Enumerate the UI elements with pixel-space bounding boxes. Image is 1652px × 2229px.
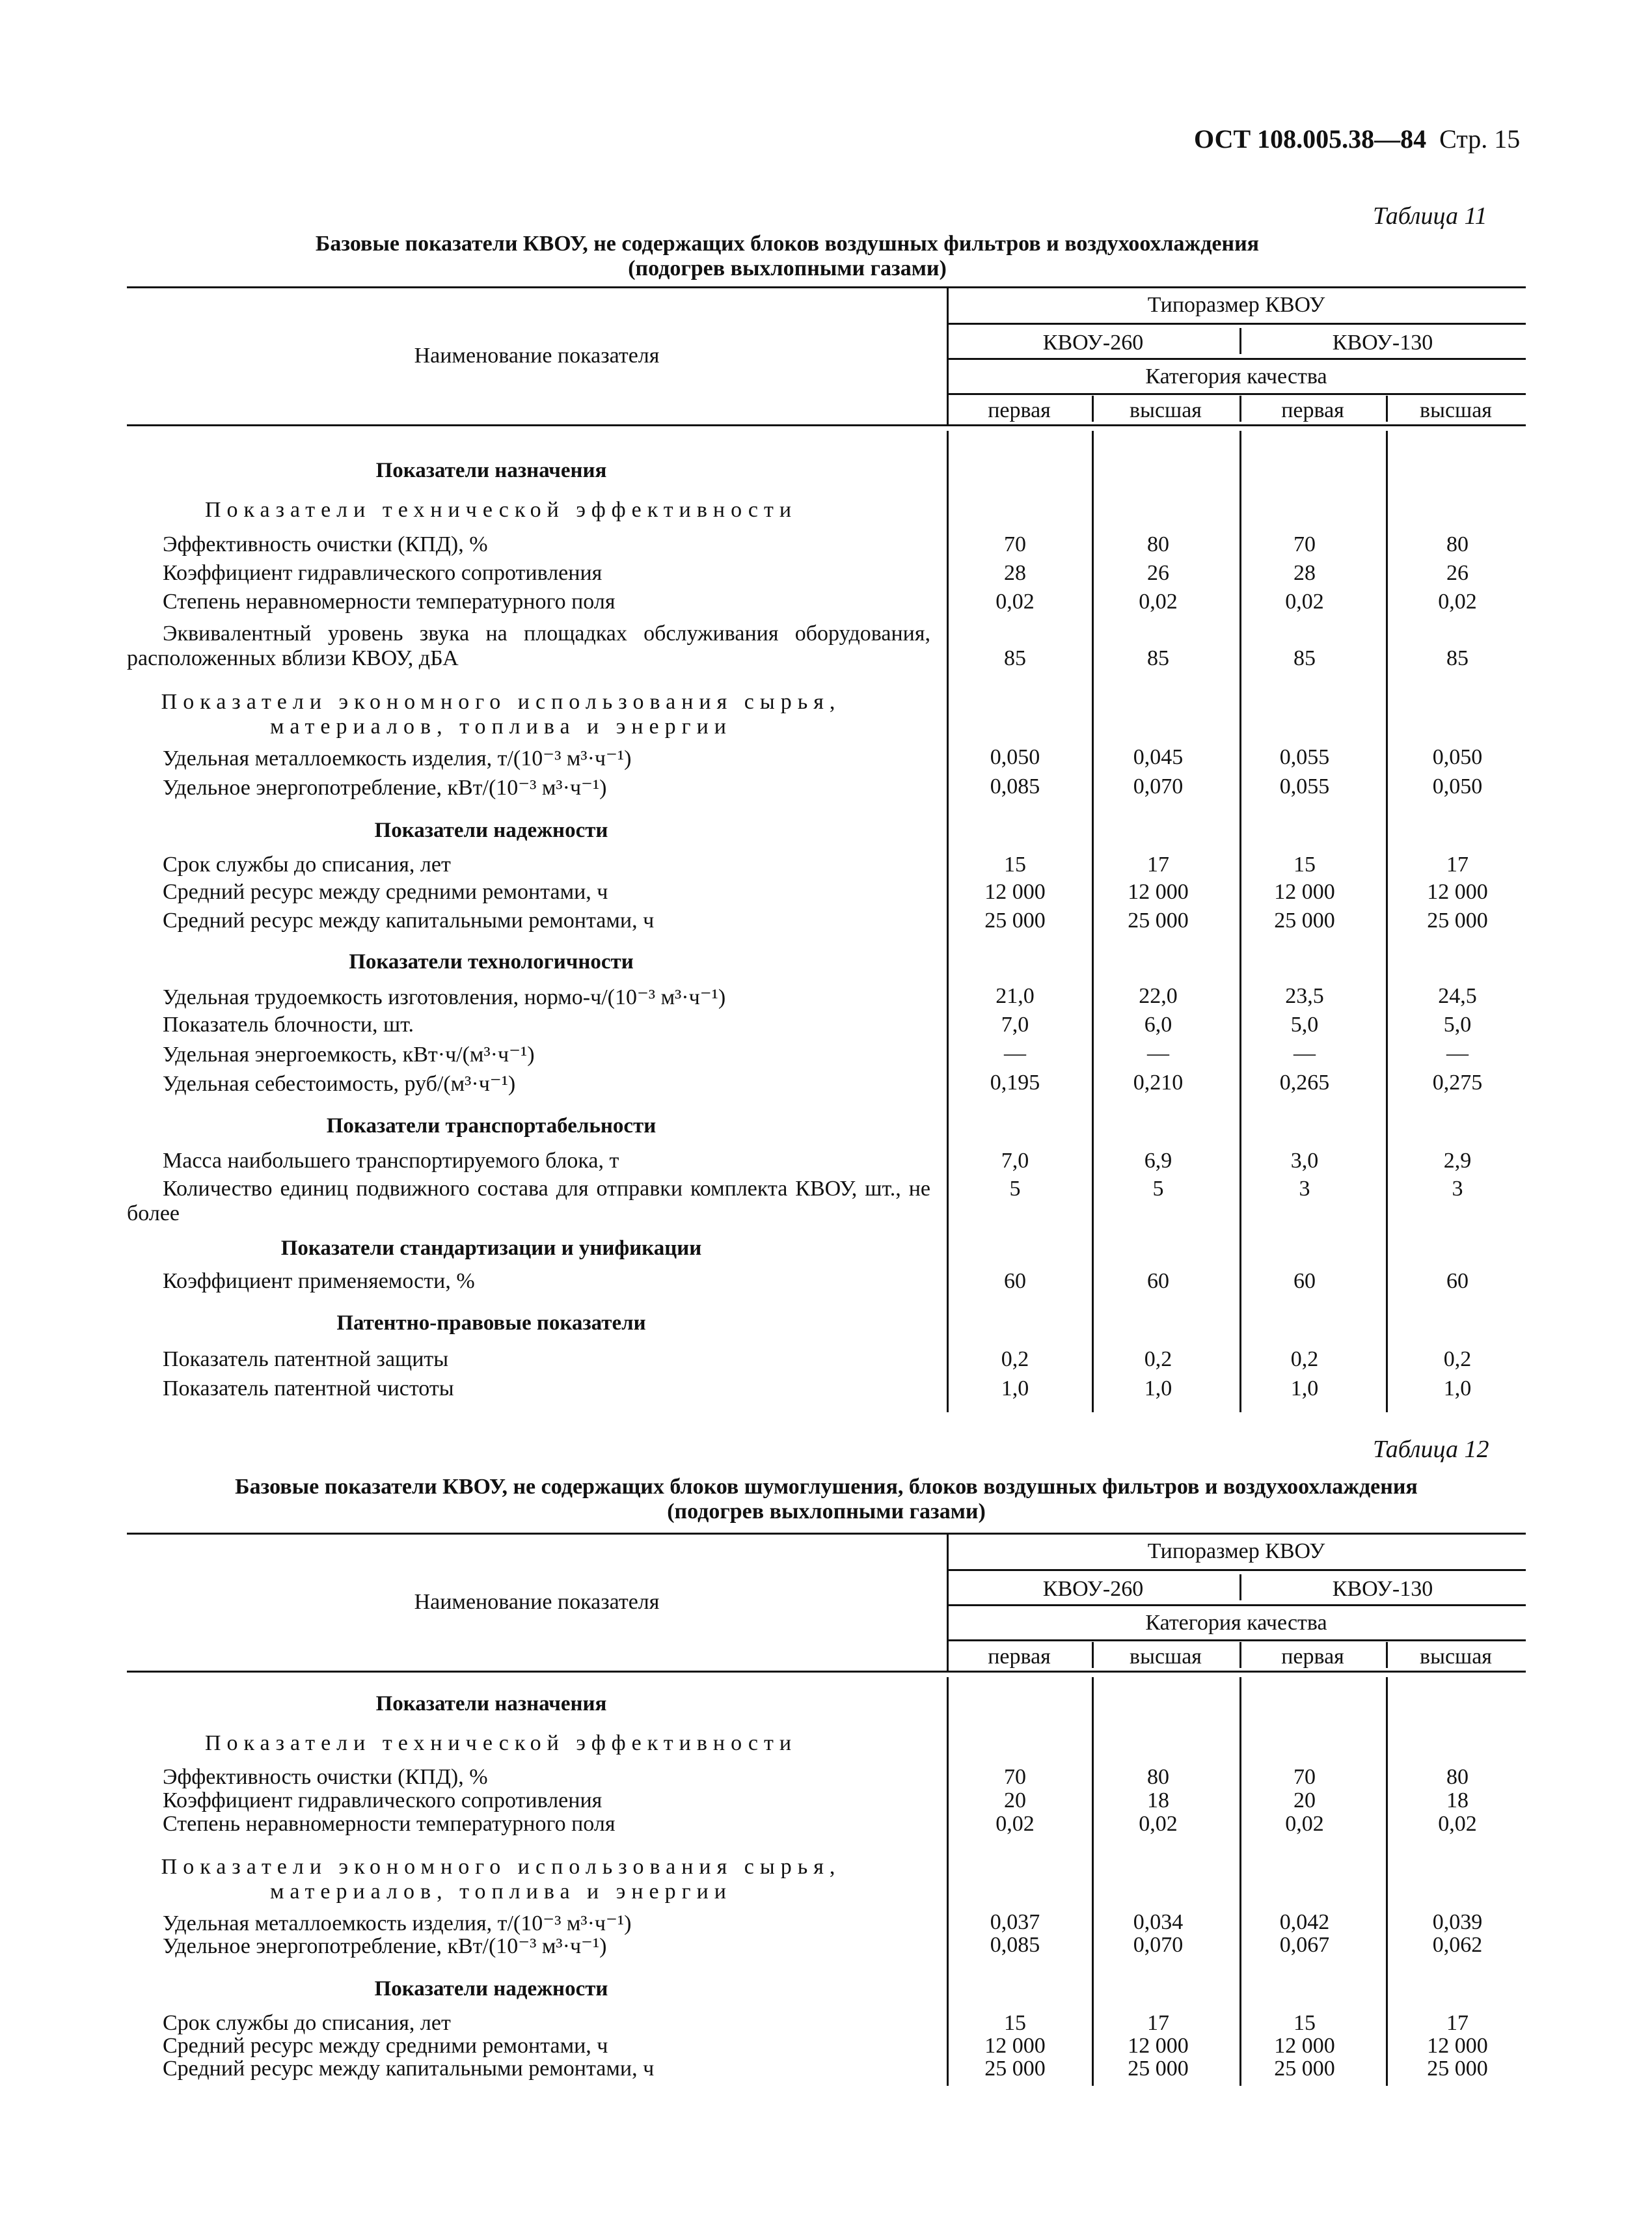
doc-number: ОСТ 108.005.38—84 [1194,124,1427,154]
table11-title-1: Базовые показатели КВОУ, не содержащих блоков воздушных фильтров и воздухоохлаждения [315,232,1260,256]
table11-head-col-2: первая [1281,398,1344,422]
row-value: 25 000 [1427,2057,1488,2081]
row-value: 2,9 [1443,1149,1472,1173]
row-value: 12 000 [984,880,1046,904]
row-value: 0,02 [995,1812,1035,1836]
row-value: 0,070 [1133,1933,1184,1957]
row-label: Коэффициент применяемости, % [163,1269,475,1293]
table11-body-div-3 [1386,431,1388,1412]
table11-head-col-div-3 [1386,396,1388,422]
row-value: 0,02 [1438,590,1477,614]
row-value: 12 000 [1427,2034,1488,2058]
row-value: 0,039 [1432,1910,1483,1934]
table12-head-rule-2 [947,1604,1526,1606]
row-value: 3 [1452,1177,1463,1201]
row-value: 25 000 [1128,909,1189,933]
row-value: 28 [1293,561,1316,585]
row-label: Степень неравномерности температурного поля [163,1812,616,1836]
section-heading: Показатели технологичности [349,950,634,974]
row-value: 20 [1004,1788,1026,1812]
section-heading: Патентно-правовые показатели [336,1311,646,1335]
row-value: 5 [1152,1177,1164,1201]
subsection-heading: Показатели экономного использования сырья, материалов, топлива и энергии [161,1855,841,1904]
row-value: 0,02 [1438,1812,1477,1836]
row-value: 60 [1293,1269,1316,1293]
row-value: 0,02 [1285,1812,1324,1836]
table12-head-type2: КВОУ-130 [1332,1577,1433,1601]
row-value: 15 [1293,2011,1316,2035]
row-value: 0,050 [1432,745,1483,769]
row-value: 5 [1009,1177,1021,1201]
row-value: 0,275 [1432,1071,1483,1095]
row-label: Средний ресурс между средними ремонтами, ч [163,2034,608,2058]
row-value: 70 [1293,532,1316,556]
row-value: 15 [1293,853,1316,877]
section-heading: Показатели назначения [375,459,607,482]
row-value: 85 [1004,646,1026,670]
row-value: 0,2 [1443,1347,1472,1371]
row-value: — [1293,1041,1316,1065]
table11-head-rule-2 [947,358,1526,360]
section-heading: Показатели назначения [375,1692,607,1716]
row-label: Срок службы до списания, лет [163,2011,451,2035]
row-label: Удельное энергопотребление, кВт/(10⁻³ м³·ч⁻¹) [163,1934,607,1958]
row-value: 0,055 [1279,745,1330,769]
row-label: Эквивалентный уровень звука на площадках обслуживания оборудования, расположенных вблизи КВОУ, дБА [127,622,930,670]
row-value: 5,0 [1290,1013,1319,1037]
row-value: — [1004,1041,1026,1065]
row-label: Коэффициент гидравлического сопротивления [163,1788,603,1812]
table11-head-type2: КВОУ-130 [1332,331,1433,355]
subsection-heading: Показатели технической эффективности [204,498,798,522]
table11-caption: Таблица 11 [1373,202,1487,230]
row-value: 0,2 [1001,1347,1029,1371]
section-heading: Показатели стандартизации и унификации [280,1237,702,1260]
table12-head-name: Наименование показателя [414,1590,660,1614]
row-value: 60 [1446,1269,1469,1293]
row-label: Срок службы до списания, лет [163,853,451,877]
row-label: Удельная металлоемкость изделия, т/(10⁻³ м³·ч⁻¹) [163,1911,632,1935]
row-label: Показатель патентной защиты [163,1347,449,1371]
row-value: 23,5 [1285,984,1324,1008]
row-value: 0,050 [1432,774,1483,799]
row-label: Удельная энергоемкость, кВт·ч/(м³·ч⁻¹) [163,1043,535,1067]
row-value: 0,050 [990,745,1040,769]
row-value: 25 000 [1274,2057,1335,2081]
row-value: 25 000 [984,2057,1046,2081]
row-value: 24,5 [1438,984,1477,1008]
row-value: 0,02 [995,590,1035,614]
table12-caption: Таблица 12 [1373,1436,1489,1463]
row-value: 25 000 [1274,909,1335,933]
table12-head-col-div-1 [1092,1642,1094,1668]
table12-head-type-div [1239,1574,1241,1600]
row-value: 20 [1293,1788,1316,1812]
row-value: 25 000 [1128,2057,1189,2081]
row-value: 0,210 [1133,1071,1184,1095]
row-label: Удельное энергопотребление, кВт/(10⁻³ м³·ч⁻¹) [163,776,607,800]
row-value: 1,0 [1290,1376,1319,1401]
table12-head-size: Типоразмер КВОУ [1147,1539,1325,1563]
row-label: Эффективность очистки (КПД), % [163,532,488,556]
table11-head-rule-1 [947,323,1526,325]
row-value: 12 000 [984,2034,1046,2058]
row-value: 85 [1293,646,1316,670]
row-value: 12 000 [1128,2034,1189,2058]
table11-head-col-div-2 [1239,396,1241,422]
table11-rule-top [127,286,1526,288]
row-value: 70 [1293,1765,1316,1789]
row-value: 0,265 [1279,1071,1330,1095]
table11-head-type-div [1239,328,1241,354]
row-value: 7,0 [1001,1013,1029,1037]
row-value: 25 000 [984,909,1046,933]
row-value: 18 [1147,1788,1169,1812]
row-value: 0,042 [1279,1910,1330,1934]
table12-body-div-3 [1386,1677,1388,2086]
table11-head-size: Типоразмер КВОУ [1147,293,1325,317]
table11-head-col-0: первая [988,398,1051,422]
row-value: 70 [1004,532,1026,556]
row-value: 26 [1446,561,1469,585]
row-value: 22,0 [1139,984,1178,1008]
row-value: 17 [1446,853,1469,877]
row-label: Показатель блочности, шт. [163,1013,414,1037]
table12-rule-head-bottom [127,1671,1526,1673]
row-value: 0,2 [1144,1347,1172,1371]
row-value: 28 [1004,561,1026,585]
row-value: 0,062 [1432,1933,1483,1957]
row-value: 0,085 [990,1933,1040,1957]
subsection-heading: Показатели технической эффективности [204,1731,798,1755]
table12-title-2: (подогрев выхлопными газами) [667,1499,986,1524]
row-label: Показатель патентной чистоты [163,1376,454,1401]
table12-head-rule-3 [947,1639,1526,1641]
row-value: 18 [1446,1788,1469,1812]
row-value: 80 [1446,1765,1469,1789]
row-value: 0,085 [990,774,1040,799]
table11-body-div-0 [947,431,949,1412]
table11-head-name: Наименование показателя [414,344,660,368]
row-label: Удельная себестоимость, руб/(м³·ч⁻¹) [163,1072,516,1096]
row-value: 3,0 [1290,1149,1319,1173]
table11-head-col-1: высшая [1130,398,1202,422]
row-value: — [1147,1041,1169,1065]
table11-head-rule-3 [947,393,1526,395]
row-value: 80 [1147,1765,1169,1789]
row-value: 12 000 [1427,880,1488,904]
row-value: 1,0 [1144,1376,1172,1401]
row-value: 12 000 [1128,880,1189,904]
row-value: 21,0 [995,984,1035,1008]
row-label: Удельная трудоемкость изготовления, нормо-ч/(10⁻³ м³·ч⁻¹) [163,985,726,1009]
row-value: 15 [1004,853,1026,877]
row-value: 85 [1446,646,1469,670]
row-value: 25 000 [1427,909,1488,933]
row-label: Степень неравномерности температурного поля [163,590,616,614]
section-heading: Показатели надежности [374,1977,608,2001]
page-header [1194,124,1520,154]
row-value: 0,195 [990,1071,1040,1095]
table12-head-col-0: первая [988,1645,1051,1669]
row-value: 15 [1004,2011,1026,2035]
row-value: 0,034 [1133,1910,1184,1934]
row-value: 60 [1147,1269,1169,1293]
row-label: Средний ресурс между капитальными ремонтами, ч [163,2057,655,2081]
page-number: Стр. 15 [1439,124,1521,154]
row-value: 7,0 [1001,1149,1029,1173]
table11-head-col-div-1 [1092,396,1094,422]
row-label: Количество единиц подвижного состава для отправки комплекта КВОУ, шт., не более [127,1177,930,1225]
row-label: Коэффициент гидравлического сопротивления [163,561,603,585]
row-value: 80 [1446,532,1469,556]
row-value: 80 [1147,532,1169,556]
table11-head-type1: КВОУ-260 [1042,331,1144,355]
table12-rule-top [127,1533,1526,1535]
table11-head-category: Категория качества [1145,364,1327,389]
row-value: 17 [1147,853,1169,877]
row-value: 0,2 [1290,1347,1319,1371]
row-value: 6,0 [1144,1013,1172,1037]
table12-head-col-1: высшая [1130,1645,1202,1669]
row-value: 0,02 [1139,590,1178,614]
row-value: 0,045 [1133,745,1184,769]
row-value: 1,0 [1443,1376,1472,1401]
row-label: Удельная металлоемкость изделия, т/(10⁻³ м³·ч⁻¹) [163,746,632,771]
row-label: Средний ресурс между капитальными ремонтами, ч [163,909,655,933]
table12-title-1: Базовые показатели КВОУ, не содержащих блоков шумоглушения, блоков воздушных фильтров и воздухоохлаждения [235,1475,1418,1499]
table12-head-col-div-3 [1386,1642,1388,1668]
table12-head-category: Категория качества [1145,1611,1327,1635]
row-label: Эффективность очистки (КПД), % [163,1765,488,1789]
row-value: 0,02 [1285,590,1324,614]
row-value: 0,067 [1279,1933,1330,1957]
row-value: 17 [1446,2011,1469,2035]
row-value: 1,0 [1001,1376,1029,1401]
table11-head-col-3: высшая [1420,398,1492,422]
row-label: Средний ресурс между средними ремонтами, ч [163,880,608,904]
row-value: 3 [1299,1177,1310,1201]
table11-rule-head-bottom [127,424,1526,426]
row-label: Масса наибольшего транспортируемого блока, т [163,1149,619,1173]
table12-head-rule-1 [947,1569,1526,1571]
row-value: 0,070 [1133,774,1184,799]
table11-title-2: (подогрев выхлопными газами) [628,256,947,280]
table12-body-div-0 [947,1677,949,2086]
section-heading: Показатели транспортабельности [326,1114,657,1138]
subsection-heading: Показатели экономного использования сырья, материалов, топлива и энергии [161,690,841,739]
row-value: 85 [1147,646,1169,670]
row-value: 0,02 [1139,1812,1178,1836]
row-value: 12 000 [1274,2034,1335,2058]
table12-head-col-2: первая [1281,1645,1344,1669]
row-value: 26 [1147,561,1169,585]
row-value: 70 [1004,1765,1026,1789]
table12-head-type1: КВОУ-260 [1042,1577,1144,1601]
row-value: 5,0 [1443,1013,1472,1037]
row-value: — [1446,1041,1469,1065]
row-value: 17 [1147,2011,1169,2035]
table12-head-col-3: высшая [1420,1645,1492,1669]
section-heading: Показатели надежности [374,819,608,842]
row-value: 6,9 [1144,1149,1172,1173]
row-value: 0,037 [990,1910,1040,1934]
row-value: 12 000 [1274,880,1335,904]
table12-head-col-div-2 [1239,1642,1241,1668]
row-value: 60 [1004,1269,1026,1293]
row-value: 0,055 [1279,774,1330,799]
